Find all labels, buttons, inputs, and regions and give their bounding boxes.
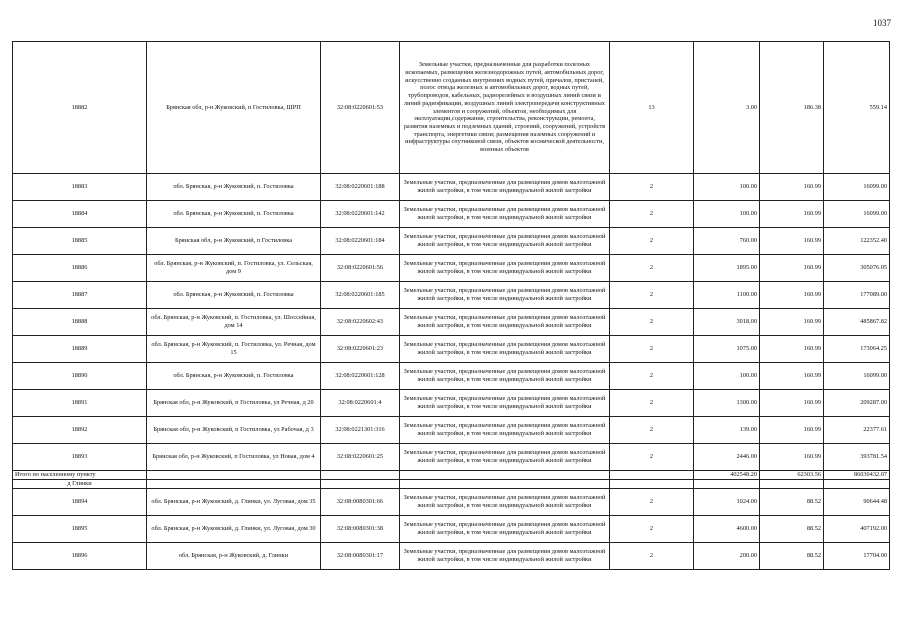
row-number: 18889 xyxy=(13,336,147,363)
row-cadastral-number: 32:08:0080301:38 xyxy=(321,516,400,543)
row-area: 1300.00 xyxy=(694,390,760,417)
row-cadastral-number: 32:08:0220601:142 xyxy=(321,201,400,228)
row-cadastral-number: 32:08:0220601:23 xyxy=(321,336,400,363)
row-address: обл. Брянская, р-н Жуковский, п. Гостиловка xyxy=(147,282,321,309)
row-specific-value: 160.99 xyxy=(760,255,824,282)
row-cadastral-value: 559.14 xyxy=(824,42,890,174)
table-row xyxy=(13,543,890,570)
row-number: 18888 xyxy=(13,309,147,336)
row-specific-value: 88.52 xyxy=(760,543,824,570)
subtotal-row xyxy=(13,471,890,480)
row-number: 18894 xyxy=(13,489,147,516)
cadastral-value-table xyxy=(12,41,890,570)
row-address: обл. Брянская, р-н Жуковский, п. Гостиловка xyxy=(147,363,321,390)
row-address: Брянская обл, р-н Жуковский, п Гостиловка, ул Рабочая, д 3 xyxy=(147,417,321,444)
row-cadastral-number: 32:08:0220602:43 xyxy=(321,309,400,336)
row-specific-value: 186.38 xyxy=(760,42,824,174)
row-category-code: 2 xyxy=(610,201,694,228)
subtotal-label: Итого по населенному пункту xyxy=(13,471,147,480)
row-number: 18895 xyxy=(13,516,147,543)
table-row xyxy=(13,282,890,309)
row-specific-value: 160.99 xyxy=(760,282,824,309)
row-cadastral-number: 32:08:0221301:316 xyxy=(321,417,400,444)
table-body-subtotal xyxy=(13,471,890,489)
row-cadastral-number: 32:08:0220601:4 xyxy=(321,390,400,417)
row-category-code: 13 xyxy=(610,42,694,174)
row-cadastral-number: 32:08:0220601:25 xyxy=(321,444,400,471)
table-row xyxy=(13,309,890,336)
row-area: 139.00 xyxy=(694,417,760,444)
table-row xyxy=(13,444,890,471)
row-cadastral-value: 16099.00 xyxy=(824,201,890,228)
row-specific-value: 160.99 xyxy=(760,201,824,228)
row-area: 4600.00 xyxy=(694,516,760,543)
row-land-use: Земельные участки, предназначенные для размещения домов малоэтажной жилой застройки, в том числе индивидуальной жилой застройки xyxy=(400,255,610,282)
row-number: 18892 xyxy=(13,417,147,444)
row-cadastral-number: 32:08:0080301:17 xyxy=(321,543,400,570)
row-land-use: Земельные участки, предназначенные для размещения домов малоэтажной жилой застройки, в том числе индивидуальной жилой застройки xyxy=(400,543,610,570)
table-row xyxy=(13,489,890,516)
row-number: 18883 xyxy=(13,174,147,201)
row-cadastral-number: 32:08:0080301:66 xyxy=(321,489,400,516)
page-number: 1037 xyxy=(873,18,891,28)
row-land-use: Земельные участки, предназначенные для размещения домов малоэтажной жилой застройки, в том числе индивидуальной жилой застройки xyxy=(400,336,610,363)
row-cadastral-number: 32:08:0220601:53 xyxy=(321,42,400,174)
row-category-code: 2 xyxy=(610,309,694,336)
table-row xyxy=(13,363,890,390)
row-cadastral-number: 32:08:0220601:128 xyxy=(321,363,400,390)
row-cadastral-number: 32:08:0220601:56 xyxy=(321,255,400,282)
locality-label: д Глинки xyxy=(13,480,147,489)
row-land-use: Земельные участки, предназначенные для размещения домов малоэтажной жилой застройки, в том числе индивидуальной жилой застройки xyxy=(400,390,610,417)
row-category-code: 2 xyxy=(610,228,694,255)
row-land-use: Земельные участки, предназначенные для размещения домов малоэтажной жилой застройки, в том числе индивидуальной жилой застройки xyxy=(400,363,610,390)
row-area: 2446.00 xyxy=(694,444,760,471)
locality-row xyxy=(13,480,890,489)
row-specific-value: 160.99 xyxy=(760,228,824,255)
row-specific-value: 160.99 xyxy=(760,309,824,336)
row-specific-value: 160.99 xyxy=(760,390,824,417)
subtotal-rate: 62303.56 xyxy=(760,471,824,480)
row-area: 1075.00 xyxy=(694,336,760,363)
row-cadastral-value: 16099.00 xyxy=(824,174,890,201)
row-number: 18884 xyxy=(13,201,147,228)
row-specific-value: 160.99 xyxy=(760,363,824,390)
row-number: 18896 xyxy=(13,543,147,570)
row-area: 3018.00 xyxy=(694,309,760,336)
row-number: 18885 xyxy=(13,228,147,255)
row-address: Брянская обл, р-н Жуковский, п Гостиловка, ШРП xyxy=(147,42,321,174)
row-land-use: Земельные участки, предназначенные для размещения домов малоэтажной жилой застройки, в том числе индивидуальной жилой застройки xyxy=(400,174,610,201)
subtotal-area: 402548.20 xyxy=(694,471,760,480)
row-land-use: Земельные участки, предназначенные для размещения домов малоэтажной жилой застройки, в том числе индивидуальной жилой застройки xyxy=(400,489,610,516)
row-number: 18893 xyxy=(13,444,147,471)
row-cadastral-value: 209287.00 xyxy=(824,390,890,417)
row-category-code: 2 xyxy=(610,489,694,516)
row-land-use: Земельные участки, предназначенные для размещения домов малоэтажной жилой застройки, в том числе индивидуальной жилой застройки xyxy=(400,201,610,228)
row-cadastral-value: 173064.25 xyxy=(824,336,890,363)
row-area: 100.00 xyxy=(694,363,760,390)
row-address: Брянская обл, р-н Жуковский, п Гостиловка, ул Речная, д 20 xyxy=(147,390,321,417)
table-row xyxy=(13,336,890,363)
row-land-use: Земельные участки, предназначенные для размещения домов малоэтажной жилой застройки, в том числе индивидуальной жилой застройки xyxy=(400,516,610,543)
row-address: обл. Брянская, р-н Жуковский, п. Гостиловка, ул. Шоссейная, дом 14 xyxy=(147,309,321,336)
row-cadastral-value: 485867.82 xyxy=(824,309,890,336)
row-area: 100.00 xyxy=(694,201,760,228)
row-number: 18886 xyxy=(13,255,147,282)
row-land-use: Земельные участки, предназначенные для размещения домов малоэтажной жилой застройки, в том числе индивидуальной жилой застройки xyxy=(400,282,610,309)
row-address: обл. Брянская, р-н Жуковский, п. Гостиловка xyxy=(147,201,321,228)
row-number: 18887 xyxy=(13,282,147,309)
row-category-code: 2 xyxy=(610,336,694,363)
row-cadastral-number: 32:08:0220601:185 xyxy=(321,282,400,309)
row-cadastral-value: 17704.00 xyxy=(824,543,890,570)
row-cadastral-value: 16099.00 xyxy=(824,363,890,390)
row-number: 18890 xyxy=(13,363,147,390)
row-category-code: 2 xyxy=(610,516,694,543)
row-address: обл. Брянская, р-н Жуковский, д. Глинки, ул. Луговая, дом 30 xyxy=(147,516,321,543)
row-specific-value: 160.99 xyxy=(760,336,824,363)
row-land-use: Земельные участки, предназначенные для размещения домов малоэтажной жилой застройки, в том числе индивидуальной жилой застройки xyxy=(400,417,610,444)
row-category-code: 2 xyxy=(610,444,694,471)
table-row xyxy=(13,174,890,201)
row-cadastral-value: 177089.00 xyxy=(824,282,890,309)
row-address: Брянская обл, р-н Жуковский, п Гостиловка xyxy=(147,228,321,255)
row-category-code: 2 xyxy=(610,282,694,309)
row-address: обл. Брянская, р-н Жуковский, д. Глинки, ул. Луговая, дом 35 xyxy=(147,489,321,516)
subtotal-value: 86030432.07 xyxy=(824,471,890,480)
row-specific-value: 88.52 xyxy=(760,516,824,543)
row-category-code: 2 xyxy=(610,390,694,417)
table-row xyxy=(13,390,890,417)
row-cadastral-value: 393781.54 xyxy=(824,444,890,471)
row-area: 1100.00 xyxy=(694,282,760,309)
table-row xyxy=(13,228,890,255)
row-cadastral-value: 305076.05 xyxy=(824,255,890,282)
row-land-use: Земельные участки, предназначенные для размещения домов малоэтажной жилой застройки, в том числе индивидуальной жилой застройки xyxy=(400,444,610,471)
row-specific-value: 160.99 xyxy=(760,417,824,444)
row-cadastral-number: 32:08:0220601:188 xyxy=(321,174,400,201)
row-land-use: Земельные участки, предназначенные для размещения домов малоэтажной жилой застройки, в том числе индивидуальной жилой застройки xyxy=(400,309,610,336)
row-number: 18882 xyxy=(13,42,147,174)
row-number: 18891 xyxy=(13,390,147,417)
row-cadastral-value: 122352.40 xyxy=(824,228,890,255)
row-cadastral-number: 32:08:0220601:184 xyxy=(321,228,400,255)
row-category-code: 2 xyxy=(610,417,694,444)
row-area: 1895.00 xyxy=(694,255,760,282)
row-category-code: 2 xyxy=(610,174,694,201)
table-row xyxy=(13,516,890,543)
row-area: 3.00 xyxy=(694,42,760,174)
row-cadastral-value: 407192.00 xyxy=(824,516,890,543)
row-land-use: Земельные участки, предназначенные для разработки полезных ископаемых, размещения железнодорожных путей, автомобильных дорог, искусственно созданных внутренних водных путей, причалов, пристаней, полос отвода железных и автомобильных дорог, водных путей, трубопроводов, кабельных, радиорелейных и воздушных линий связи и линий радиофикации, воздушных линий электропередачи конструктивных элементов и сооружений, объектов, необходимых для эксплуатации,содержания, строительства, реконструкции, ремонта, развития наземных и подземных зданий, строений, сооружений, устройств транспорта, энергетики связи; размещения наземных сооружений и инфраструктуры спутниковой связи, объектов космической деятельности, военных объектов xyxy=(400,42,610,174)
row-address: Брянская обл, р-н Жуковский, п Гостиловка, ул Новая, дом 4 xyxy=(147,444,321,471)
row-address: обл. Брянская, р-н Жуковский, д. Глинки xyxy=(147,543,321,570)
table-row xyxy=(13,255,890,282)
row-area: 1024.00 xyxy=(694,489,760,516)
row-address: обл. Брянская, р-н Жуковский, п. Гостиловка, ул. Речная, дом 15 xyxy=(147,336,321,363)
row-category-code: 2 xyxy=(610,543,694,570)
row-land-use: Земельные участки, предназначенные для размещения домов малоэтажной жилой застройки, в том числе индивидуальной жилой застройки xyxy=(400,228,610,255)
table-row xyxy=(13,42,890,174)
table-row xyxy=(13,201,890,228)
table-body-block-1 xyxy=(13,42,890,471)
table-row xyxy=(13,417,890,444)
row-specific-value: 160.99 xyxy=(760,174,824,201)
row-specific-value: 88.52 xyxy=(760,489,824,516)
table-body-block-2 xyxy=(13,489,890,570)
row-area: 200.00 xyxy=(694,543,760,570)
row-specific-value: 160.99 xyxy=(760,444,824,471)
row-cadastral-value: 90644.48 xyxy=(824,489,890,516)
row-category-code: 2 xyxy=(610,363,694,390)
row-cadastral-value: 22377.61 xyxy=(824,417,890,444)
row-address: обл. Брянская, р-н Жуковский, п. Гостиловка, ул. Сельская, дом 9 xyxy=(147,255,321,282)
row-address: обл. Брянская, р-н Жуковский, п. Гостиловка xyxy=(147,174,321,201)
row-area: 760.00 xyxy=(694,228,760,255)
row-area: 100.00 xyxy=(694,174,760,201)
row-category-code: 2 xyxy=(610,255,694,282)
